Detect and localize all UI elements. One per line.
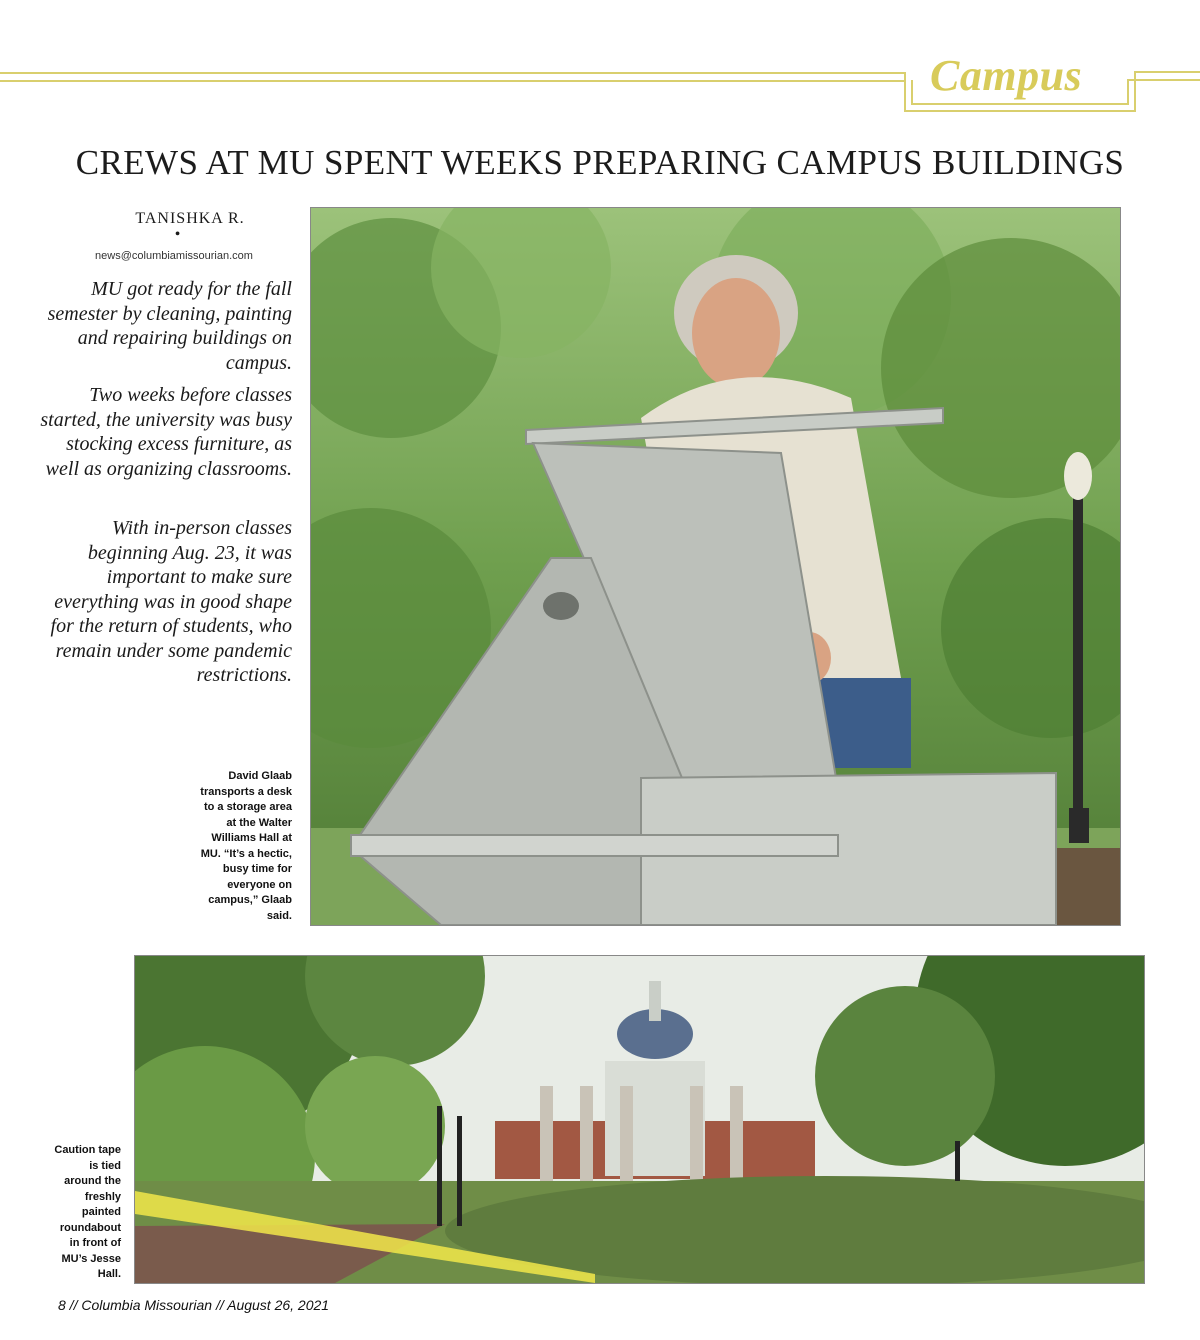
byline: TANISHKA R. bbox=[135, 210, 245, 227]
main-photo bbox=[310, 207, 1121, 926]
page-footer: 8 // Columbia Missourian // August 26, 2021 bbox=[58, 1297, 330, 1313]
headline: CREWS AT MU SPENT WEEKS PREPARING CAMPUS BUILDINGS bbox=[75, 143, 1125, 182]
byline-bullet: • bbox=[174, 226, 181, 243]
second-photo bbox=[134, 955, 1145, 1284]
main-photo-caption: David Glaab transports a desk to a storage area at the Walter Williams Hall at MU. “It’s a hectic, busy time for everyone on campus,” Glaab said. bbox=[200, 770, 292, 922]
header-rule-top bbox=[0, 72, 905, 74]
intro-paragraph-3: With in-person classes beginning Aug. 23, it was important to make sure everything was in good shape for the return of students, who remain under some pandemic restrictions. bbox=[50, 517, 292, 686]
author-email: news@columbiamissourian.com bbox=[95, 250, 253, 262]
intro-paragraph-1: MU got ready for the fall semester by cleaning, painting and repairing buildings on campus. bbox=[47, 278, 292, 374]
section-label: Campus bbox=[930, 51, 1083, 100]
header-rule-bottom bbox=[0, 80, 905, 82]
second-photo-caption: Caution tape is tied around the freshly painted roundabout in front of MU’s Jesse Hall. bbox=[54, 1144, 121, 1280]
intro-paragraph-2: Two weeks before classes started, the university was busy stocking excess furniture, as well as organizing classrooms. bbox=[40, 384, 292, 480]
